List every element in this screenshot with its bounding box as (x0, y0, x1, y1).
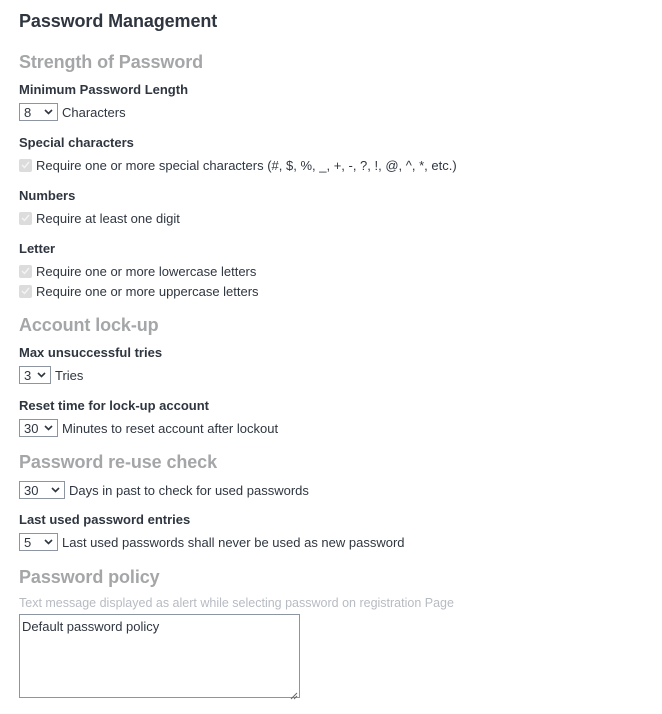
last-used-entries-select[interactable] (19, 533, 58, 551)
checkmark-icon (21, 287, 30, 295)
numbers-text: Require at least one digit (36, 210, 180, 226)
max-tries-row (19, 366, 83, 384)
last-used-entries-value: 5 (24, 534, 32, 550)
reuse-days-select[interactable] (19, 481, 65, 499)
uppercase-row (19, 282, 259, 300)
reset-time-label: Reset time for lock-up account (19, 398, 209, 413)
lowercase-text: Require one or more lowercase letters (36, 263, 257, 279)
reuse-days-suffix: Days in past to check for used passwords (69, 482, 309, 498)
checkmark-icon (21, 267, 30, 275)
min-length-value: 8 (24, 104, 32, 120)
reset-time-select[interactable] (19, 419, 58, 437)
max-tries-value: 3 (24, 367, 32, 383)
section-title-policy: Password policy (19, 567, 160, 587)
checkmark-icon (21, 161, 30, 169)
numbers-label: Numbers (19, 188, 76, 203)
numbers-row (19, 209, 180, 227)
last-used-entries-label: Last used password entries (19, 512, 191, 527)
reset-time-suffix: Minutes to reset account after lockout (62, 420, 279, 436)
min-length-suffix: Characters (62, 104, 126, 120)
section-title-reuse: Password re-use check (19, 452, 218, 472)
chevron-down-icon (42, 423, 54, 433)
numbers-checkbox[interactable] (19, 212, 32, 225)
letter-label: Letter (19, 241, 56, 256)
last-used-entries-suffix: Last used passwords shall never be used as new password (62, 534, 405, 550)
min-length-row (19, 103, 126, 121)
policy-textarea[interactable] (19, 614, 300, 698)
uppercase-checkbox[interactable] (19, 285, 32, 298)
section-title-strength: Strength of Password (19, 52, 204, 72)
reset-time-row (19, 419, 278, 437)
special-characters-checkbox[interactable] (19, 159, 32, 172)
min-length-label: Minimum Password Length (19, 82, 189, 97)
max-tries-suffix: Tries (55, 367, 84, 383)
checkmark-icon (21, 214, 30, 222)
policy-hint: Text message displayed as alert while selecting password on registration Page (19, 596, 454, 610)
chevron-down-icon (49, 485, 61, 495)
special-characters-text: Require one or more special characters (#, $, %, _, +, -, ?, !, @, ^, *, etc.) (36, 157, 457, 173)
chevron-down-icon (42, 537, 54, 547)
reuse-days-row (19, 481, 309, 499)
max-tries-label: Max unsuccessful tries (19, 345, 163, 360)
lowercase-checkbox[interactable] (19, 265, 32, 278)
reuse-days-value: 30 (24, 482, 39, 498)
special-characters-label: Special characters (19, 135, 134, 150)
resize-grip-icon[interactable] (290, 688, 298, 696)
chevron-down-icon (35, 370, 47, 380)
last-used-entries-row (19, 533, 405, 551)
special-characters-row (19, 156, 457, 174)
section-title-lockup: Account lock-up (19, 315, 159, 335)
lowercase-row (19, 262, 256, 280)
uppercase-text: Require one or more uppercase letters (36, 283, 259, 299)
policy-text: Default password policy (22, 619, 160, 634)
chevron-down-icon (42, 107, 54, 117)
page-title: Password Management (19, 11, 218, 31)
reset-time-value: 30 (24, 420, 39, 436)
max-tries-select[interactable] (19, 366, 51, 384)
min-length-select[interactable] (19, 103, 58, 121)
